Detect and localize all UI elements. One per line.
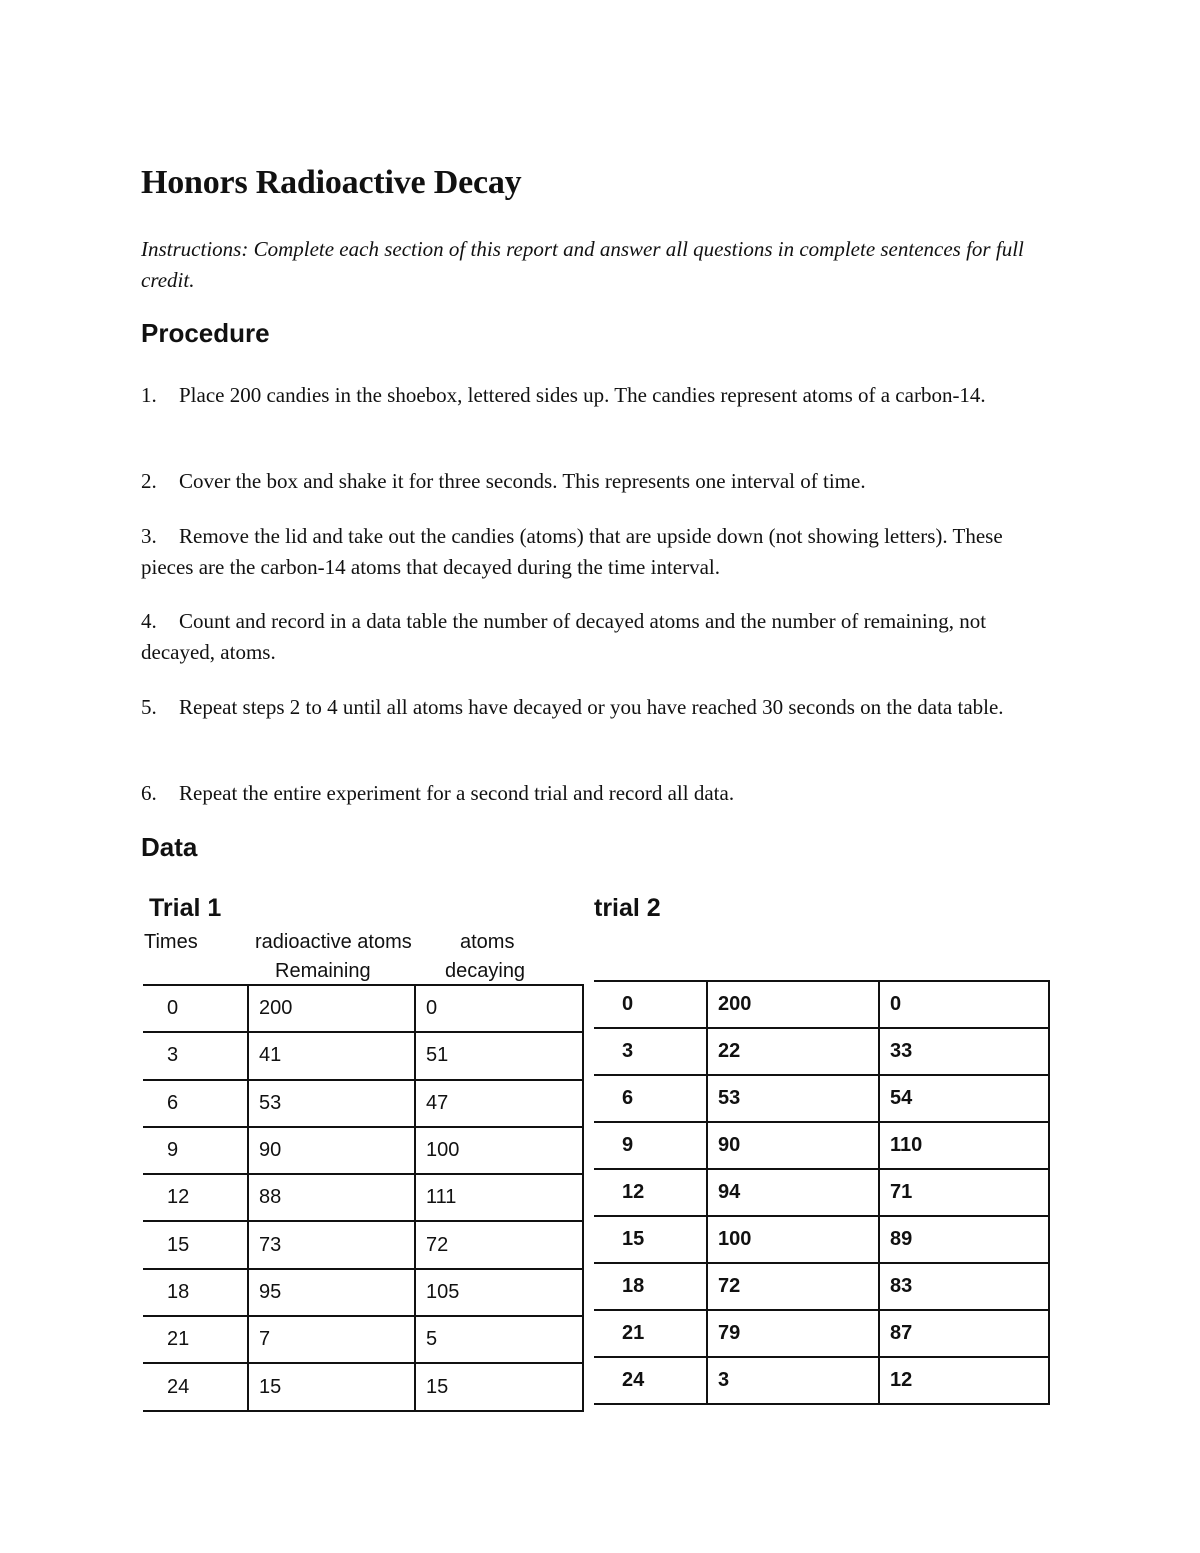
procedure-heading: Procedure bbox=[141, 318, 270, 348]
step-number: 5. bbox=[141, 695, 157, 719]
procedure-step bbox=[141, 466, 1056, 497]
cell-remaining: 90 bbox=[248, 1127, 415, 1174]
cell-decaying: 33 bbox=[879, 1028, 1049, 1075]
cell-remaining: 53 bbox=[248, 1080, 415, 1127]
cell-time: 0 bbox=[594, 981, 707, 1028]
table-row bbox=[594, 1075, 1049, 1122]
cell-decaying: 87 bbox=[879, 1310, 1049, 1357]
cell-remaining: 3 bbox=[707, 1357, 879, 1404]
cell-time: 3 bbox=[594, 1028, 707, 1075]
table-row bbox=[594, 1169, 1049, 1216]
step-text: Repeat steps 2 to 4 until all atoms have decayed or you have reached 30 seconds on the data table. bbox=[179, 695, 1004, 719]
cell-decaying: 47 bbox=[415, 1080, 583, 1127]
cell-remaining: 94 bbox=[707, 1169, 879, 1216]
table-row bbox=[594, 1216, 1049, 1263]
table-row bbox=[143, 1316, 583, 1363]
step-text: Count and record in a data table the number of decayed atoms and the number of remaining, not decayed, atoms. bbox=[141, 609, 987, 664]
cell-time: 0 bbox=[143, 985, 248, 1032]
cell-time: 21 bbox=[594, 1310, 707, 1357]
instructions-text: Instructions: Complete each section of this report and answer all questions in complete sentences for full credit. bbox=[141, 237, 1024, 292]
cell-time: 6 bbox=[594, 1075, 707, 1122]
step-number: 3. bbox=[141, 524, 157, 548]
procedure-step bbox=[141, 606, 1056, 668]
table-row bbox=[594, 1122, 1049, 1169]
step-text: Cover the box and shake it for three seconds. This represents one interval of time. bbox=[179, 469, 866, 493]
cell-decaying: 71 bbox=[879, 1169, 1049, 1216]
trial2-data-table bbox=[594, 980, 1050, 1405]
cell-decaying: 110 bbox=[879, 1122, 1049, 1169]
step-number: 2. bbox=[141, 469, 157, 493]
table-row bbox=[143, 985, 583, 1032]
cell-decaying: 15 bbox=[415, 1363, 583, 1410]
col-header-remaining-line2: Remaining bbox=[275, 960, 371, 982]
procedure-step bbox=[141, 692, 1056, 723]
step-number: 6. bbox=[141, 781, 157, 805]
cell-remaining: 100 bbox=[707, 1216, 879, 1263]
cell-time: 24 bbox=[594, 1357, 707, 1404]
cell-decaying: 111 bbox=[415, 1174, 583, 1221]
cell-decaying: 72 bbox=[415, 1221, 583, 1268]
cell-time: 3 bbox=[143, 1032, 248, 1079]
cell-time: 15 bbox=[143, 1221, 248, 1268]
table-row bbox=[594, 1028, 1049, 1075]
cell-remaining: 79 bbox=[707, 1310, 879, 1357]
cell-decaying: 100 bbox=[415, 1127, 583, 1174]
cell-remaining: 41 bbox=[248, 1032, 415, 1079]
trial1-data-table bbox=[143, 984, 584, 1412]
cell-decaying: 0 bbox=[415, 985, 583, 1032]
table-row bbox=[594, 1310, 1049, 1357]
cell-decaying: 54 bbox=[879, 1075, 1049, 1122]
col-header-remaining-line1: radioactive atoms bbox=[255, 931, 412, 953]
trial1-label: Trial 1 bbox=[149, 894, 222, 922]
cell-decaying: 83 bbox=[879, 1263, 1049, 1310]
step-text: Remove the lid and take out the candies (atoms) that are upside down (not showing letters). These pieces are the carbon-14 atoms that decayed during the time interval. bbox=[141, 524, 1003, 579]
cell-time: 6 bbox=[143, 1080, 248, 1127]
col-header-decaying-line1: atoms bbox=[460, 931, 515, 953]
cell-decaying: 51 bbox=[415, 1032, 583, 1079]
cell-remaining: 95 bbox=[248, 1269, 415, 1316]
cell-remaining: 72 bbox=[707, 1263, 879, 1310]
cell-time: 18 bbox=[594, 1263, 707, 1310]
cell-remaining: 88 bbox=[248, 1174, 415, 1221]
cell-remaining: 90 bbox=[707, 1122, 879, 1169]
cell-time: 24 bbox=[143, 1363, 248, 1410]
cell-remaining: 200 bbox=[707, 981, 879, 1028]
cell-decaying: 5 bbox=[415, 1316, 583, 1363]
table-row bbox=[143, 1269, 583, 1316]
cell-decaying: 12 bbox=[879, 1357, 1049, 1404]
procedure-step bbox=[141, 521, 1056, 583]
cell-time: 9 bbox=[143, 1127, 248, 1174]
table-row bbox=[143, 1080, 583, 1127]
cell-remaining: 73 bbox=[248, 1221, 415, 1268]
cell-remaining: 22 bbox=[707, 1028, 879, 1075]
step-text: Place 200 candies in the shoebox, lettered sides up. The candies represent atoms of a carbon-14. bbox=[179, 383, 986, 407]
cell-time: 12 bbox=[143, 1174, 248, 1221]
procedure-step bbox=[141, 778, 1056, 809]
step-number: 4. bbox=[141, 609, 157, 633]
page-title: Honors Radioactive Decay bbox=[141, 164, 522, 201]
table-row bbox=[594, 981, 1049, 1028]
table-row bbox=[594, 1263, 1049, 1310]
cell-remaining: 15 bbox=[248, 1363, 415, 1410]
table-row bbox=[143, 1032, 583, 1079]
col-header-times: Times bbox=[144, 931, 198, 953]
step-text: Repeat the entire experiment for a second trial and record all data. bbox=[179, 781, 735, 805]
cell-decaying: 0 bbox=[879, 981, 1049, 1028]
trial2-label: trial 2 bbox=[594, 894, 661, 922]
table-row bbox=[143, 1127, 583, 1174]
step-number: 1. bbox=[141, 383, 157, 407]
table-row bbox=[143, 1363, 583, 1410]
table-row bbox=[143, 1174, 583, 1221]
data-heading: Data bbox=[141, 832, 198, 862]
cell-decaying: 89 bbox=[879, 1216, 1049, 1263]
cell-remaining: 7 bbox=[248, 1316, 415, 1363]
cell-remaining: 200 bbox=[248, 985, 415, 1032]
table-row bbox=[594, 1357, 1049, 1404]
cell-decaying: 105 bbox=[415, 1269, 583, 1316]
cell-time: 9 bbox=[594, 1122, 707, 1169]
cell-time: 21 bbox=[143, 1316, 248, 1363]
table-row bbox=[143, 1221, 583, 1268]
cell-time: 18 bbox=[143, 1269, 248, 1316]
procedure-step bbox=[141, 380, 1056, 411]
col-header-decaying-line2: decaying bbox=[445, 960, 526, 982]
cell-time: 15 bbox=[594, 1216, 707, 1263]
cell-time: 12 bbox=[594, 1169, 707, 1216]
cell-remaining: 53 bbox=[707, 1075, 879, 1122]
